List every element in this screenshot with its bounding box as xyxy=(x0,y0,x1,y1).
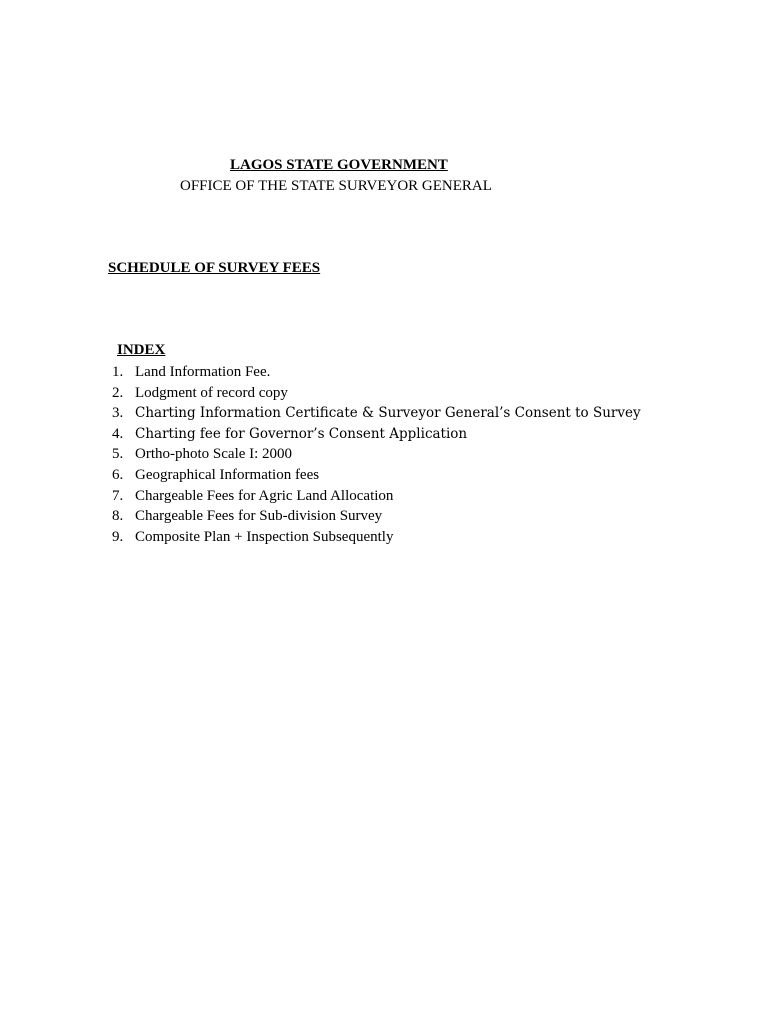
index-item-label: Geographical Information fees xyxy=(135,466,320,483)
office-subtitle: OFFICE OF THE STATE SURVEYOR GENERAL xyxy=(180,178,492,194)
index-item xyxy=(112,383,641,404)
index-item-number: 5. xyxy=(112,446,124,463)
index-item-number: 3. xyxy=(112,405,124,422)
index-item xyxy=(112,424,641,445)
index-item xyxy=(112,506,641,527)
index-item-number: 9. xyxy=(112,528,124,545)
index-item xyxy=(112,403,641,424)
index-item-label: Chargeable Fees for Agric Land Allocation xyxy=(135,487,394,504)
index-list xyxy=(112,362,641,547)
index-item-number: 6. xyxy=(112,466,124,483)
index-item-label: Composite Plan + Inspection Subsequently xyxy=(135,528,394,545)
index-item xyxy=(112,444,641,465)
index-item-number: 8. xyxy=(112,508,124,525)
index-item-number: 4. xyxy=(112,425,124,442)
index-item xyxy=(112,465,641,486)
index-item-label: Charting Information Certificate & Surveyor General’s Consent to Survey xyxy=(135,405,641,422)
index-item-label: Lodgment of record copy xyxy=(135,384,288,401)
index-item-number: 7. xyxy=(112,487,124,504)
index-item xyxy=(112,527,641,548)
index-item-label: Land Information Fee. xyxy=(135,364,271,380)
index-item-number: 1. xyxy=(112,364,124,380)
index-item-label: Charting fee for Governor’s Consent Application xyxy=(135,425,468,442)
index-item-label: Ortho-photo Scale I: 2000 xyxy=(135,446,293,463)
index-item xyxy=(112,362,641,383)
index-item-label: Chargeable Fees for Sub-division Survey xyxy=(135,508,383,525)
index-item xyxy=(112,486,641,507)
index-heading: INDEX xyxy=(117,342,166,358)
index-item-number: 2. xyxy=(112,384,124,401)
organization-title: LAGOS STATE GOVERNMENT xyxy=(230,157,448,173)
document-title: SCHEDULE OF SURVEY FEES xyxy=(108,260,321,276)
